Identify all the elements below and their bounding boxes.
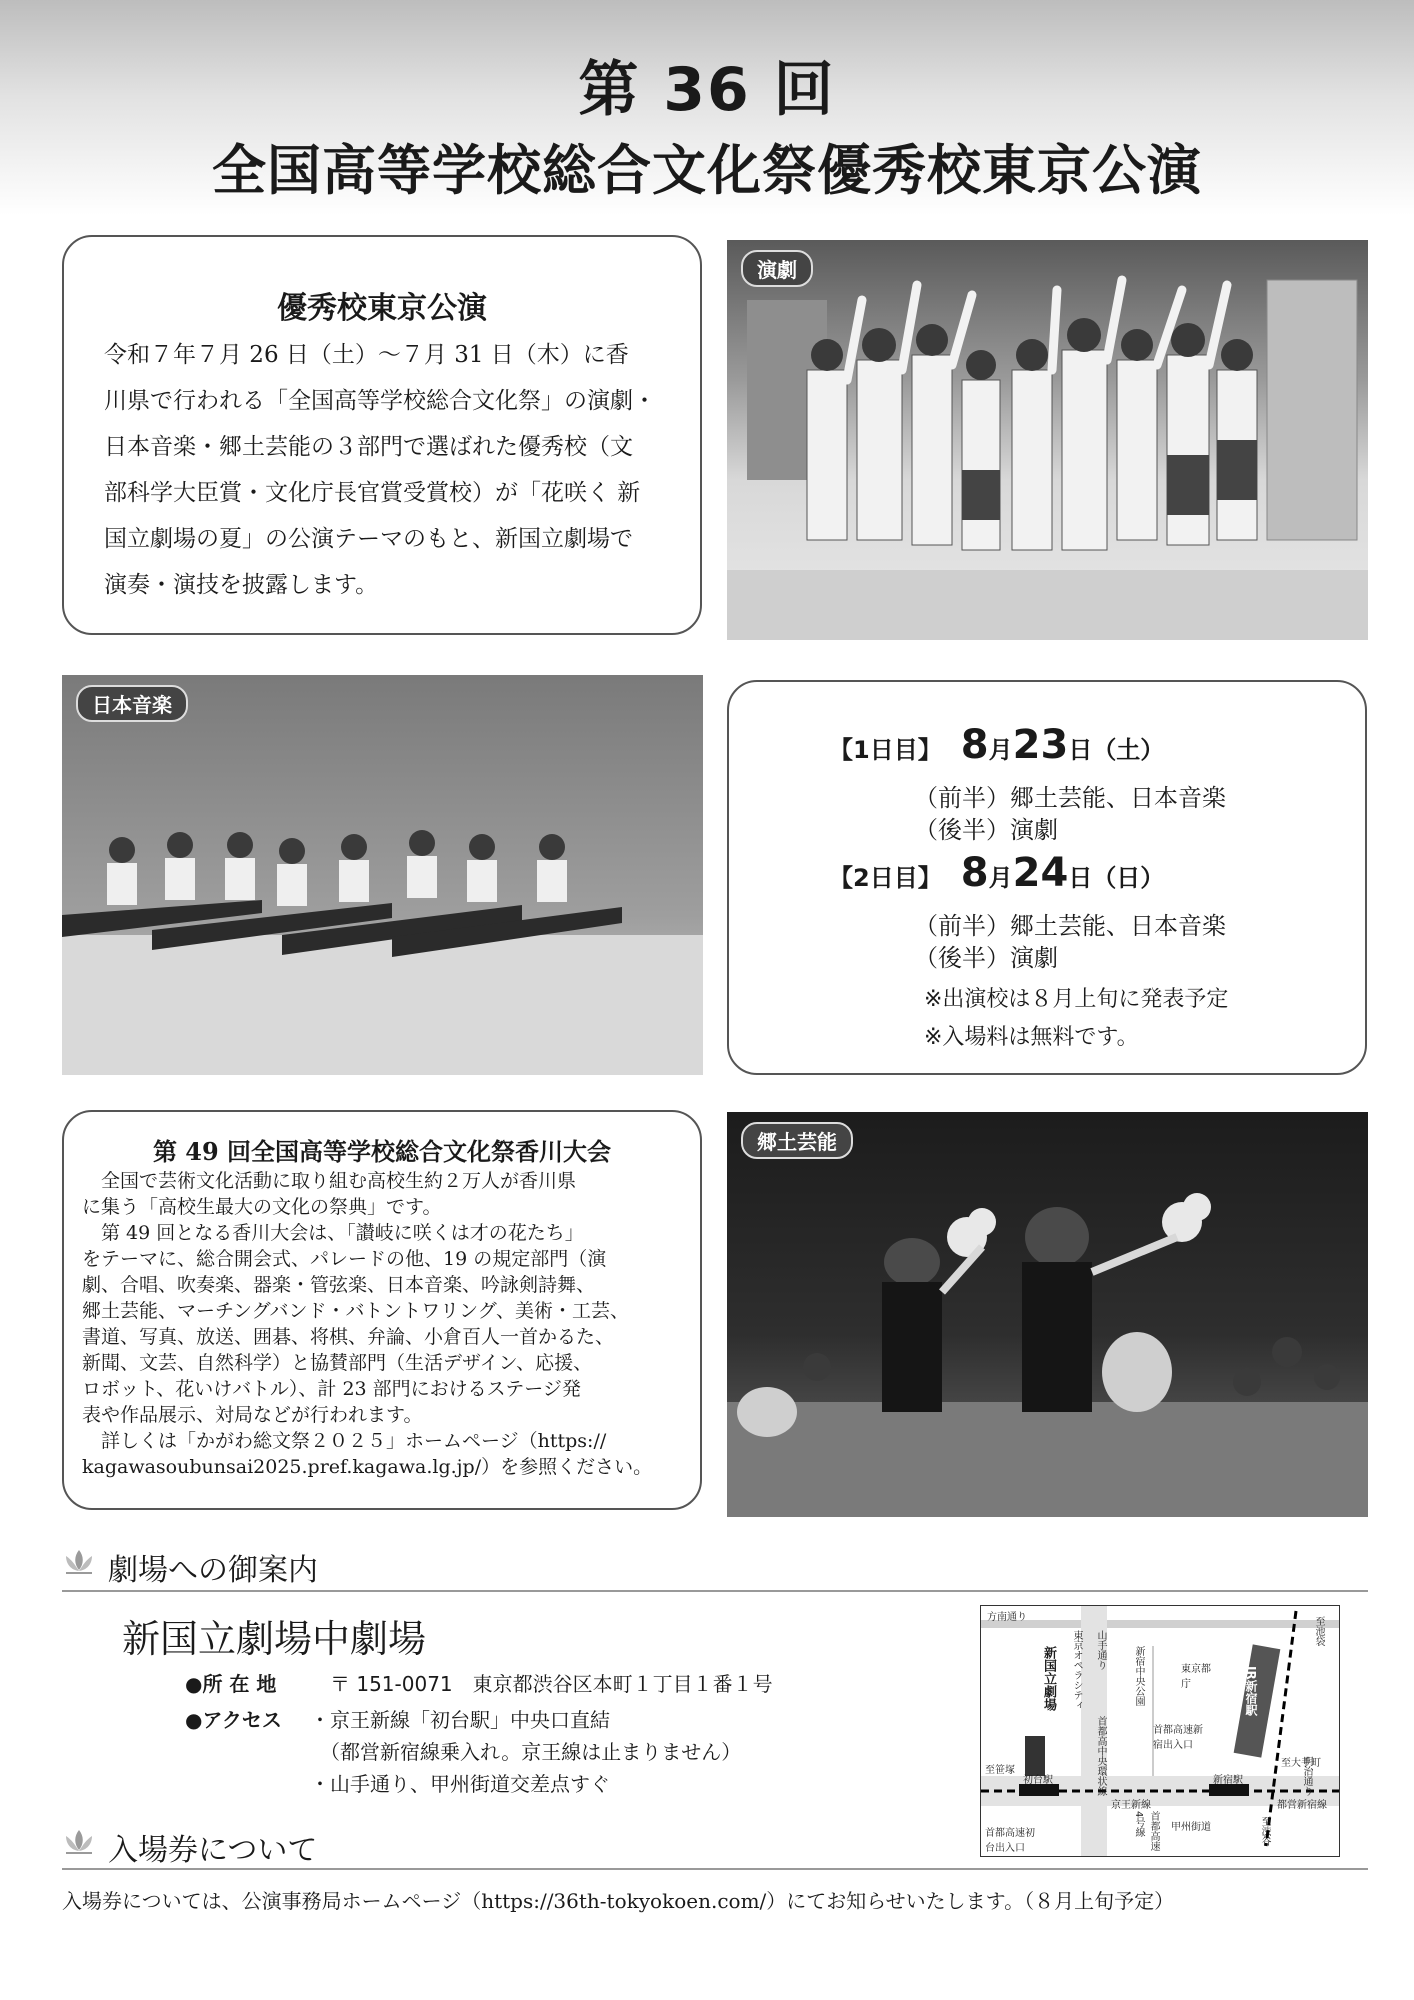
access-label [185,1704,282,1733]
venue-section-title: 劇場への御案内 [108,1553,318,1588]
map-sasazuka: 至笹塚 [985,1765,1015,1776]
kagawa-box [62,1110,702,1510]
schedule-note-free: ※入場料は無料です。 [924,1025,1139,1050]
map-shinjuku-station: 新宿駅 [1213,1775,1243,1786]
intro-heading: 優秀校東京公演 [277,291,487,326]
drama-label: 演劇 [741,250,813,287]
map-yamate: 山手通り [1095,1630,1106,1670]
schedule-note-performers: ※出演校は８月上旬に発表予定 [924,987,1229,1012]
kagawa-line: 書道、写真、放送、囲碁、将棋、弁論、小倉百人一首かるた、 [82,1326,615,1348]
map-shuto-entrance: 首都高速新宿出入口 [1153,1725,1203,1751]
japanese-music-photo [62,675,703,1075]
intro-line: 演奏・演技を披露します。 [104,572,379,598]
folk-arts-photo [727,1112,1368,1517]
day1-day: 23 [1012,722,1069,768]
day2-day: 24 [1012,850,1069,896]
day2-weekday: （日） [1092,864,1165,892]
kagawa-line: 詳しくは「かがわ総文祭２０２５」ホームページ（https:// [82,1430,607,1452]
day2-month: 8 [960,850,989,896]
map-ikebukuro: 至池袋 [1313,1616,1324,1646]
drama-scene-illustration [727,240,1368,640]
kagawa-line: をテーマに、総合開会式、パレードの他、19 の規定部門（演 [82,1248,607,1270]
map-shibuya: 至渋谷 [1259,1816,1270,1846]
map-tocho: 東京都庁 [1181,1664,1211,1690]
intro-line: 日本音楽・郷土芸能の３部門で選ばれた優秀校（文 [104,434,633,460]
address-label-text: ●所 在 地 [185,1672,277,1696]
day1-first-half: （前半）郷土芸能、日本音楽 [914,784,1226,812]
day1-day-unit: 日 [1068,736,1093,764]
map-shinjuku-park: 新宿中央公園 [1133,1646,1144,1706]
access-line2: （都営新宿線乗入れ。京王線は止まりません） [320,1740,742,1764]
kagawa-line: 新聞、文芸、自然科学）と協賛部門（生活デザイン、応援、 [82,1352,593,1374]
access-label-text: ●アクセス [185,1708,282,1732]
map-meiji: 明治通り [1301,1756,1312,1796]
japanese-music-label: 日本音楽 [76,685,188,722]
access-line3: ・山手通り、甲州街道交差点すぐ [310,1772,610,1796]
day2-day-unit: 日 [1068,864,1093,892]
intro-line: 国立劇場の夏」の公演テーマのもと、新国立劇場で [104,526,633,552]
kagawa-line: 全国で芸術文化活動に取り組む高校生約２万人が香川県 [82,1170,577,1192]
day2-label: 【2日目】 [829,864,942,892]
day1-month-unit: 月 [988,736,1013,764]
page-title-line1: 第 36 回 [578,55,836,125]
intro-body [104,332,664,608]
map-toei-line: 都営新宿線 [1277,1800,1327,1811]
tickets-info: 入場券については、公演事務局ホームページ（https://36th-tokyokoen.com/）にてお知らせいたします。（８月上旬予定） [62,1889,1175,1913]
map-central-loop: 首都高中央環状線 [1095,1716,1106,1796]
day1-weekday: （土） [1092,736,1165,764]
day2-row [829,850,1164,896]
tickets-divider [62,1868,1368,1870]
map-road-top: 方南通り [987,1612,1027,1623]
venue-name: 新国立劇場中劇場 [122,1617,427,1661]
day1-row [829,722,1164,768]
lion-dance-illustration [727,1112,1368,1517]
map-koshu-kaido: 甲州街道 [1171,1822,1211,1833]
map-jr-shinjuku: JR新宿駅 [1244,1666,1258,1716]
map-hatsudai-station: 初台駅 [1023,1775,1053,1786]
map-shuto-4: 首都高速4号線 [1133,1811,1159,1851]
lotus-icon [62,1548,96,1576]
kagawa-line: に集う「高校生最大の文化の祭典」です。 [82,1196,442,1218]
map-theater: 新国立劇場 [1041,1646,1056,1711]
day1-label: 【1日目】 [829,736,942,764]
map-keio-line: 京王新線 [1111,1800,1151,1811]
day2-second-half: （後半）演劇 [914,944,1058,972]
koto-performance-illustration [62,675,703,1075]
kagawa-line: 第 49 回となる香川大会は、「讃岐に咲くは才の花たち」 [82,1222,584,1244]
day2-month-unit: 月 [988,864,1013,892]
address-value: 〒 151-0071 東京都渋谷区本町１丁目１番１号 [330,1672,773,1696]
venue-divider [62,1590,1368,1592]
address-label [185,1668,276,1697]
day2-first-half: （前半）郷土芸能、日本音楽 [914,912,1226,940]
intro-box [62,235,702,635]
map-opera-city: 東京オペラシティ [1071,1630,1082,1710]
access-line1: ・京王新線「初台駅」中央口直結 [310,1708,610,1732]
intro-line: 部科学大臣賞・文化庁長官賞受賞校）が「花咲く 新 [104,480,641,506]
day1-second-half: （後半）演劇 [914,816,1058,844]
intro-line: 令和７年７月 26 日（土）～７月 31 日（木）に香 [104,342,629,368]
tickets-section-title: 入場券について [108,1833,318,1868]
page-title-line2: 全国高等学校総合文化祭優秀校東京公演 [212,139,1202,202]
access-map [980,1605,1340,1857]
kagawa-line: 郷土芸能、マーチングバンド・バトントワリング、美術・工芸、 [82,1300,630,1322]
kagawa-line: kagawasoubunsai2025.pref.kagawa.lg.jp/）を参照ください。 [82,1456,653,1478]
day1-month: 8 [960,722,989,768]
drama-photo [727,240,1368,640]
kagawa-line: 劇、合唱、吹奏楽、器楽・管弦楽、日本音楽、吟詠剣詩舞、 [82,1274,596,1296]
intro-line: 川県で行われる「全国高等学校総合文化祭」の演劇・ [104,388,656,414]
kagawa-body [82,1168,682,1480]
schedule-box [727,680,1367,1075]
map-otemachi: 至大手町 [1281,1758,1321,1769]
folk-arts-label: 郷土芸能 [741,1122,853,1159]
kagawa-line: ロボット、花いけバトル）、計 23 部門におけるステージ発 [82,1378,581,1400]
map-shuto-hatsudai: 首都高速初台出入口 [985,1828,1035,1854]
kagawa-heading: 第 49 回全国高等学校総合文化祭香川大会 [152,1137,612,1166]
kagawa-line: 表や作品展示、対局などが行われます。 [82,1404,423,1426]
lotus-icon [62,1828,96,1856]
